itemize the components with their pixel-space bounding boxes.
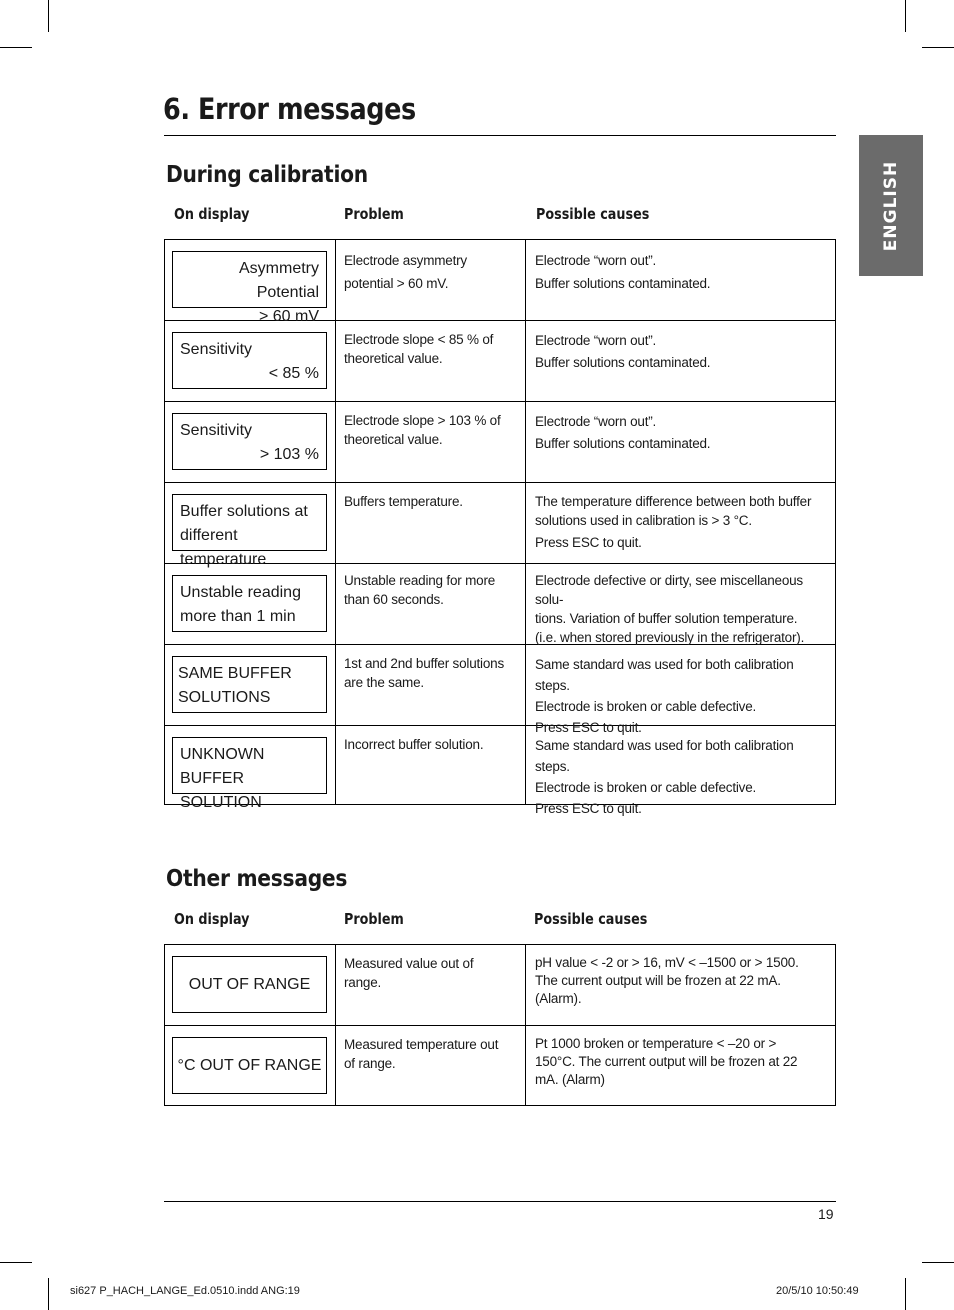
crop-mark: [922, 1262, 954, 1263]
other-table: [164, 944, 836, 1106]
table-row: [165, 1026, 835, 1106]
print-slug-date: 20/5/10 10:50:49: [776, 1285, 859, 1297]
table-row: [165, 402, 835, 483]
display-readout: Asymmetry Potential > 60 mV: [172, 251, 327, 308]
display-readout: Unstable reading more than 1 min: [172, 575, 327, 632]
calibration-heading: During calibration: [166, 162, 368, 188]
causes-text: pH value < -2 or > 16, mV < –1500 or > 1500. The current output will be frozen at 22 mA. (Alarm).: [535, 955, 799, 1006]
col-head-problem: Problem: [344, 205, 404, 223]
footer-rule: [164, 1201, 836, 1202]
col-head-causes: Possible causes: [536, 205, 650, 223]
other-heading: Other messages: [166, 866, 348, 892]
problem-text: Electrode slope < 85 % of theoretical value.: [344, 332, 494, 366]
causes-text: Same standard was used for both calibration steps. Electrode is broken or cable defective. Press ESC to quit.: [535, 657, 794, 735]
causes-text: Electrode “worn out”. Buffer solutions contaminated.: [535, 414, 711, 451]
display-readout: Buffer solutions at different temperature: [172, 494, 327, 551]
table-row: [165, 483, 835, 568]
problem-text: Electrode asymmetry potential > 60 mV.: [344, 253, 467, 291]
display-readout: UNKNOWN BUFFER SOLUTION: [172, 737, 327, 794]
col-head-display: On display: [174, 910, 250, 928]
table-row: [165, 645, 835, 735]
problem-text: Measured temperature out of range.: [344, 1037, 499, 1071]
crop-mark: [48, 0, 49, 32]
problem-text: Buffers temperature.: [344, 494, 463, 509]
causes-text: Electrode defective or dirty, see miscellaneous solu- tions. Variation of buffer solution temperature. (i.e. when stored previously in the refrigerator).: [535, 573, 805, 645]
table-row: [165, 564, 835, 645]
crop-mark: [922, 47, 954, 48]
problem-text: Unstable reading for more than 60 seconds.: [344, 573, 496, 607]
causes-text: Pt 1000 broken or temperature < –20 or > 150°C. The current output will be frozen at 22 mA. (Alarm): [535, 1036, 798, 1087]
crop-mark: [905, 1278, 906, 1310]
title-rule: [164, 135, 836, 136]
problem-text: Incorrect buffer solution.: [344, 737, 484, 752]
display-readout: SAME BUFFER SOLUTIONS: [172, 656, 327, 713]
language-tab-label: ENGLISH: [881, 160, 901, 251]
causes-text: Electrode “worn out”. Buffer solutions contaminated.: [535, 333, 711, 370]
table-row: [165, 726, 835, 816]
causes-text: Electrode “worn out”. Buffer solutions contaminated.: [535, 253, 711, 291]
problem-text: Measured value out of range.: [344, 956, 474, 990]
col-head-problem: Problem: [344, 910, 404, 928]
table-row: [165, 240, 835, 325]
crop-mark: [0, 47, 32, 48]
display-readout: Sensitivity < 85 %: [172, 332, 327, 389]
causes-text: The temperature difference between both buffer solutions used in calibration is > 3 °C. Press ESC to quit.: [535, 494, 812, 550]
display-readout: OUT OF RANGE: [172, 956, 327, 1013]
print-slug-file: si627 P_HACH_LANGE_Ed.0510.indd ANG:19: [70, 1285, 300, 1297]
table-row: [165, 321, 835, 402]
display-readout: Sensitivity > 103 %: [172, 413, 327, 470]
crop-mark: [0, 1262, 32, 1263]
col-head-causes: Possible causes: [534, 910, 648, 928]
page-number: 19: [818, 1206, 834, 1222]
page-title: 6. Error messages: [163, 92, 416, 126]
problem-text: Electrode slope > 103 % of theoretical value.: [344, 413, 501, 447]
problem-text: 1st and 2nd buffer solutions are the same.: [344, 656, 505, 690]
causes-text: Same standard was used for both calibration steps. Electrode is broken or cable defective. Press ESC to quit.: [535, 738, 794, 816]
calibration-table: [164, 239, 836, 816]
table-row: [165, 945, 835, 1026]
crop-mark: [905, 0, 906, 32]
display-readout: °C OUT OF RANGE: [172, 1037, 327, 1094]
crop-mark: [48, 1278, 49, 1310]
col-head-display: On display: [174, 205, 250, 223]
language-tab: [859, 135, 923, 276]
